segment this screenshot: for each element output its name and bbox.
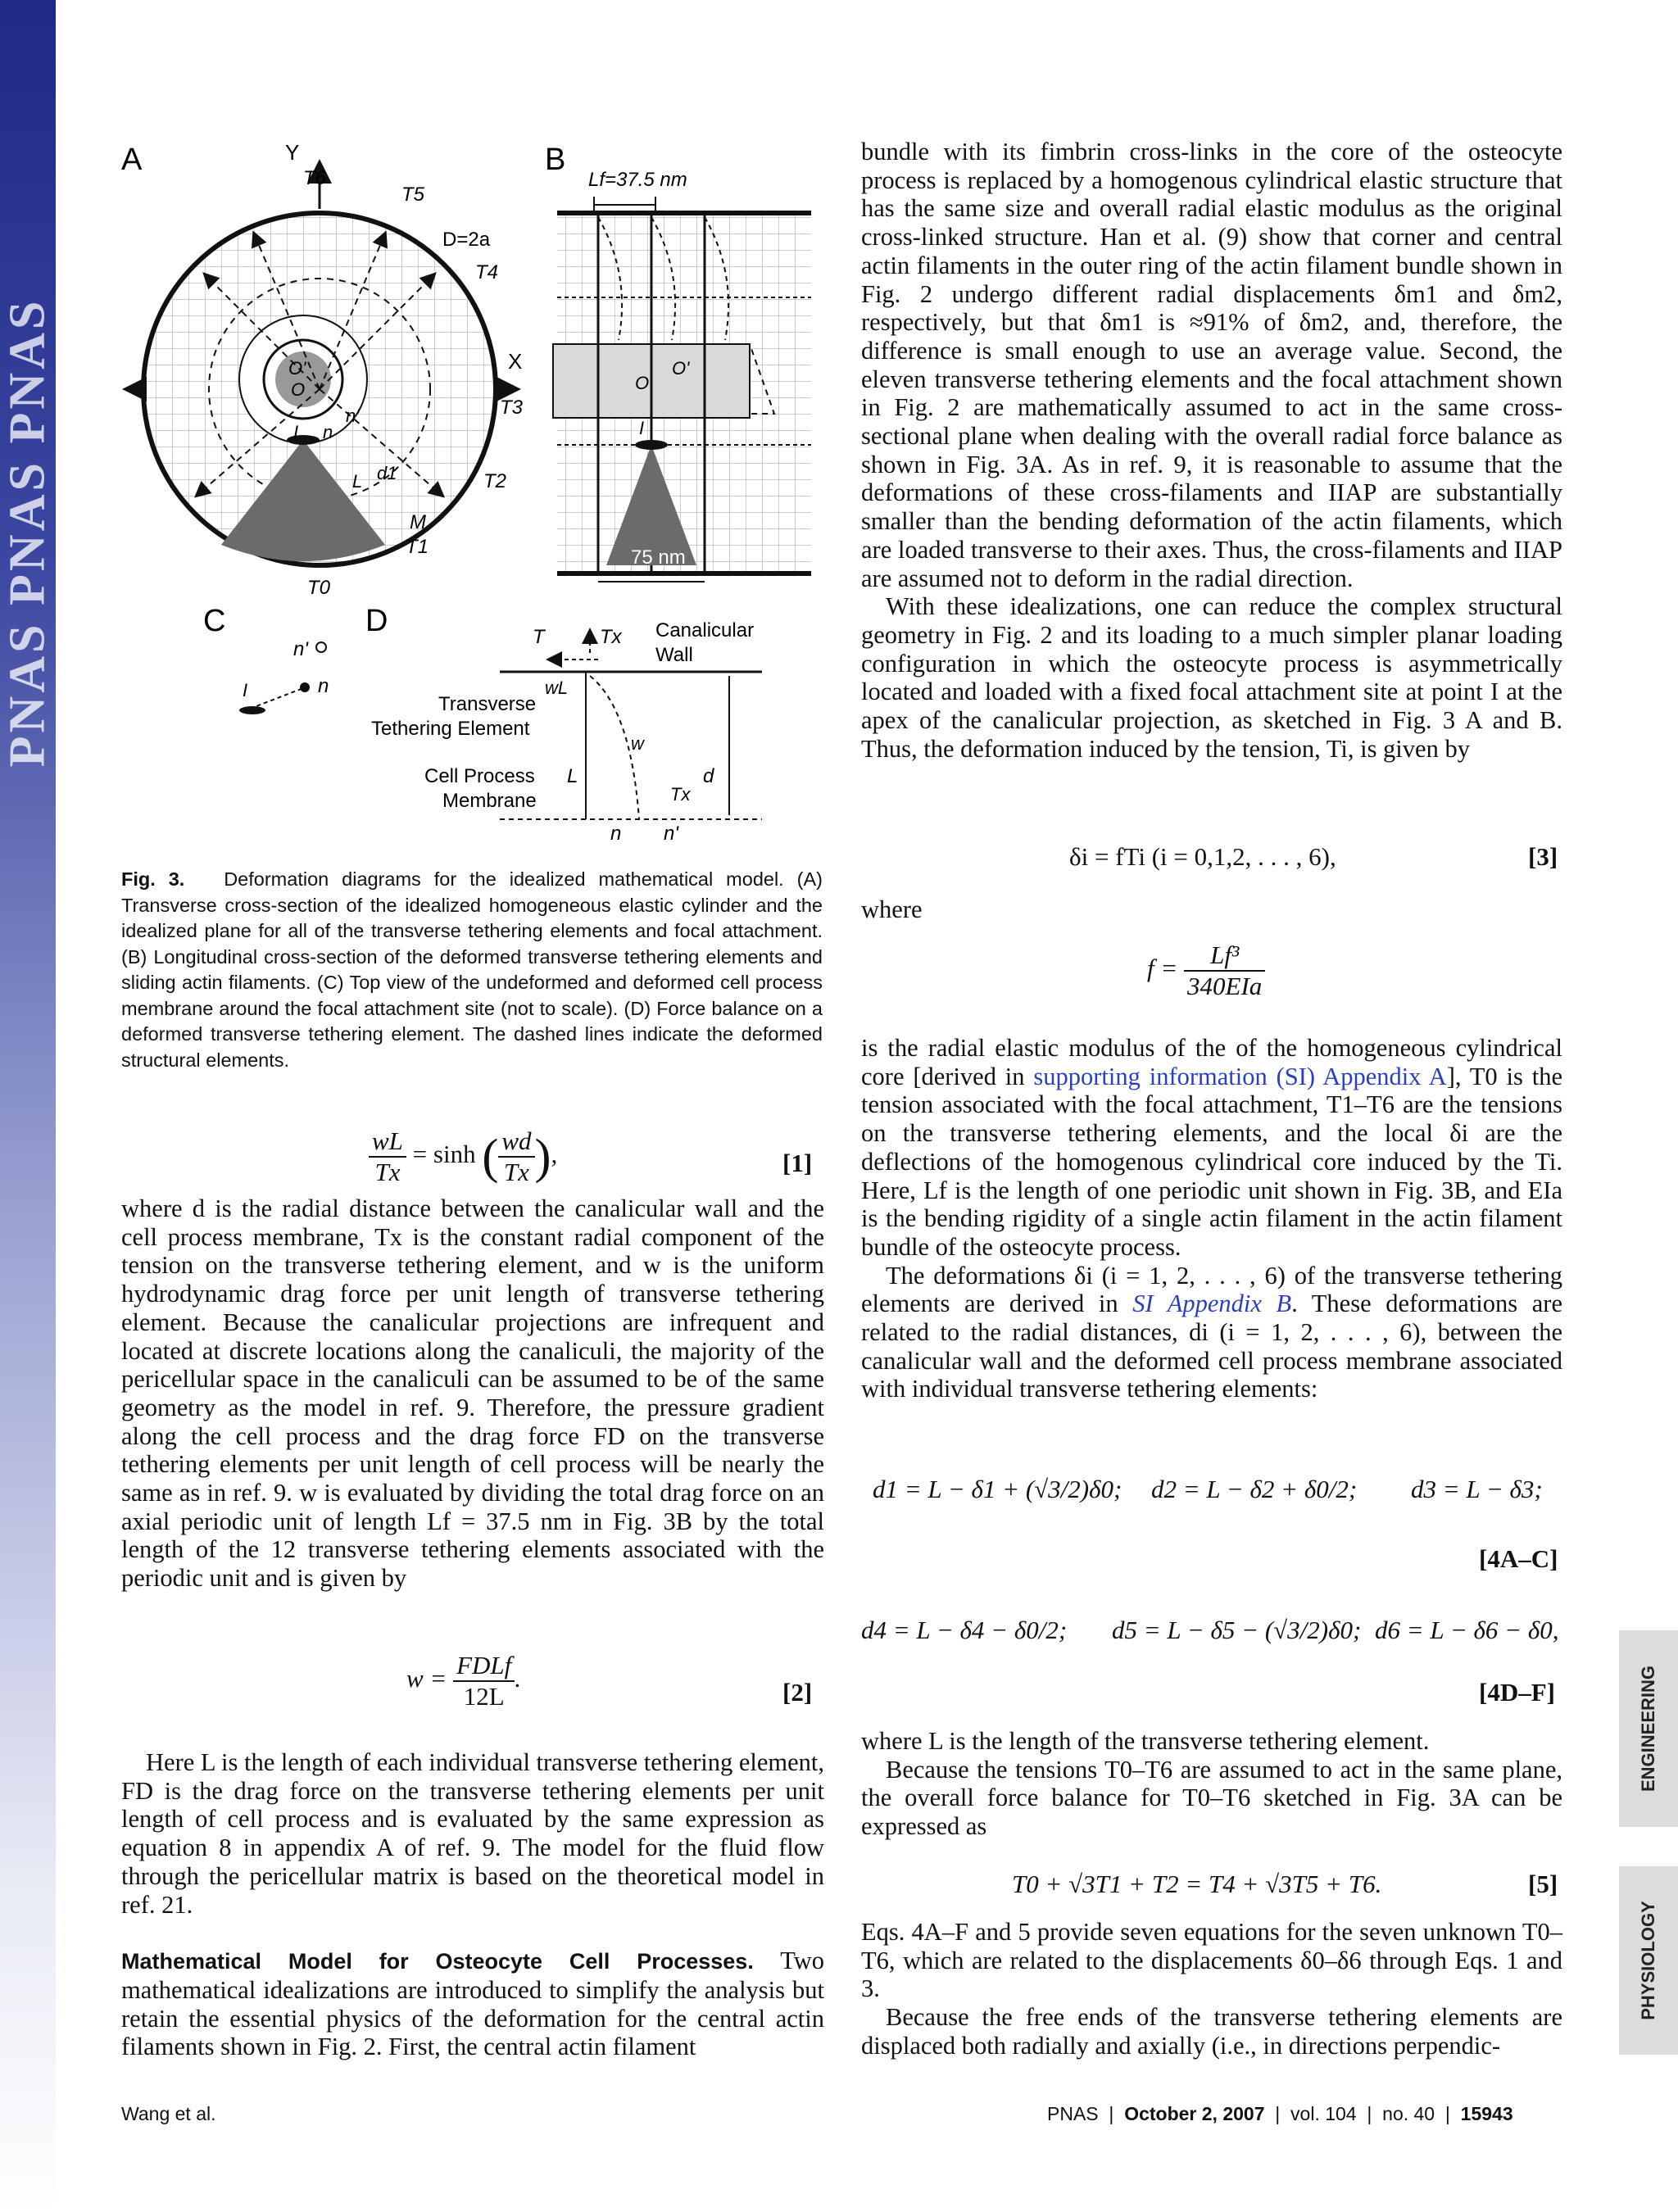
svg-text:X: X	[508, 349, 523, 374]
equation-4b: d2 = L − δ2 + δ0/2;	[1151, 1475, 1358, 1503]
left-column	[121, 1194, 824, 1593]
svg-text:Y: Y	[285, 140, 300, 165]
equation-1: $\frac{wL}{Tx}$ = sinh ( $\frac{wd}{Tx}$ ),	[369, 1126, 557, 1187]
pnas-watermark: PNAS PNAS PNAS	[0, 297, 56, 768]
panel-d	[365, 604, 762, 845]
si-appendix-a-link[interactable]: supporting information (SI) Appendix A	[1033, 1062, 1447, 1090]
right-column-mid	[861, 1034, 1562, 1403]
si-appendix-b-link[interactable]: SI Appendix B	[1132, 1290, 1292, 1318]
left-paragraph-1: where d is the radial distance between the canalicular wall and the cell process membrane, Tx is the constant radial component of the tension on the transverse tethering element, and w is the uniform hydrodynamic drag force per unit length of transverse tethering element. Because the canalicular projections are infrequent and located at discrete locations along the canaliculi, the majority of the pericellular space in the canaliculi can be assumed to be of the same geometry as the model in ref. 9. Therefore, the pressure gradient along the cell process and the drag force FD on the transverse tethering elements per unit length of cell process will be nearly the same as in ref. 9. w is evaluated by dividing the total drag force on an axial periodic unit of length Lf = 37.5 nm in Fig. 3B by the total length of the 12 transverse tethering elements associated with the periodic unit and is given by	[121, 1194, 824, 1593]
svg-text:Lf=37.5 nm: Lf=37.5 nm	[588, 169, 687, 191]
right-paragraph-4: The deformations δi (i = 1, 2, . . . , 6) of the transverse tethering elements are derived in SI Appendix B. These deformations are related to the radial distances, di (i = 1, 2, . . . , 6), between the canalicular wall and the deformed cell process membrane associated with individual transverse tethering elements:	[861, 1261, 1562, 1403]
svg-text:75 nm: 75 nm	[631, 546, 686, 569]
svg-text:w: w	[631, 733, 644, 754]
svg-text:O': O'	[288, 358, 306, 378]
svg-text:M: M	[410, 511, 426, 533]
svg-text:n': n'	[293, 638, 308, 660]
equation-4c: d3 = L − δ3;	[1411, 1475, 1543, 1503]
right-column	[861, 138, 1562, 763]
svg-text:Wall: Wall	[655, 644, 693, 666]
right-column-bottom	[861, 1918, 1562, 2060]
svg-text:O: O	[635, 373, 650, 393]
svg-text:d: d	[703, 765, 714, 787]
svg-text:n: n	[610, 823, 622, 845]
left-paragraph-2: Here L is the length of each individual transverse tethering element, FD is the drag force on the transverse tethering elements per unit length of cell process and is evaluated by the same expression as equation 8 in appendix A of ref. 9. The model for the fluid flow through the pericellular matrix is based on the theoretical model in ref. 21.	[121, 1748, 824, 1919]
panel-b-label: B	[545, 143, 566, 177]
physiology-tab: PHYSIOLOGY	[1619, 1866, 1678, 2055]
svg-text:Transverse: Transverse	[438, 693, 537, 715]
svg-text:T3: T3	[500, 397, 524, 419]
svg-text:Canalicular: Canalicular	[655, 619, 755, 641]
equation-5-number: [5]	[1528, 1870, 1558, 1898]
equation-3-number: [3]	[1528, 842, 1558, 871]
equation-1-number: [1]	[782, 1149, 813, 1177]
footer-author: Wang et al.	[121, 2103, 216, 2124]
right-where-1: where	[861, 895, 923, 923]
right-paragraph-3: is the radial elastic modulus of the of the homogeneous cylindrical core [derived in supporting information (SI) Appendix A], T0 is the tension associated with the focal attachment, T1–T6 are the tensions on the transverse tethering elements, and the local δi are the deflections of the homogenous cylindrical core induced by the Ti. Here, Lf is the length of one periodic unit shown in Fig. 3B, and EIa is the bending rigidity of a single actin filament in the actin filament bundle of the osteocyte process.	[861, 1034, 1562, 1261]
right-paragraph-6: Because the tensions T0–T6 are assumed to act in the same plane, the overall force balance for T0–T6 sketched in Fig. 3A can be expressed as	[861, 1755, 1562, 1841]
svg-text:I: I	[293, 422, 299, 442]
section-heading: Mathematical Model for Osteocyte Cell Processes.	[121, 1949, 754, 1974]
svg-text:n': n'	[664, 823, 678, 845]
figure-caption	[121, 867, 823, 1073]
equation-4a: d1 = L − δ1 + (√3/2)δ0;	[873, 1475, 1122, 1503]
svg-text:n: n	[323, 422, 333, 442]
svg-text:d1: d1	[377, 463, 397, 483]
left-paragraph-3: Mathematical Model for Osteocyte Cell Processes. Two mathematical idealizations are introduced to simplify the analysis but retain the essential physics of the deformation for the central actin filaments shown in Fig. 2. First, the central actin filament	[121, 1947, 825, 2061]
right-paragraph-5: where L is the length of the transverse tethering element.	[861, 1727, 1430, 1755]
svg-text:L: L	[352, 471, 363, 492]
svg-text:Tx: Tx	[600, 626, 622, 648]
right-paragraph-2: With these idealizations, one can reduce the complex structural geometry in Fig. 2 and its loading to a much simpler planar loading configuration in which the osteocyte process is asymmetrically located and loaded with a fixed focal attachment site at point I at the apex of the canalicular projection, as sketched in Fig. 3 A and B. Thus, the deformation induced by the tension, Ti, is given by	[861, 592, 1562, 763]
right-column-low	[861, 1727, 1562, 1841]
svg-text:T: T	[533, 626, 545, 648]
caption-text: Deformation diagrams for the idealized mathematical model. (A) Transverse cross-section of the idealized homogeneous elastic cylinder and the idealized plane for all of the transverse tethering elements and focal attachment. (B) Longitudinal cross-section of the deformed transverse tethering elements and sliding actin filaments. (C) Top view of the undeformed and deformed cell process membrane around the focal attachment site (not to scale). (D) Force balance on a deformed transverse tethering element. The dashed lines indicate the deformed structural elements.	[121, 868, 823, 1071]
svg-text:I: I	[639, 418, 645, 438]
svg-text:T2: T2	[483, 470, 507, 492]
svg-text:Cell Process: Cell Process	[424, 765, 535, 787]
caption-label: Fig. 3.	[121, 868, 185, 890]
equation-f: f = $\frac{\text{Lf³}}{\text{340EIa}}$	[1147, 941, 1265, 1001]
svg-text:T1: T1	[406, 536, 429, 558]
right-paragraph-8: Because the free ends of the transverse tethering elements are displaced both radially and axially (i.e., in directions perpendic-	[861, 2003, 1562, 2060]
svg-text:Membrane: Membrane	[442, 790, 537, 812]
svg-text:O: O	[291, 379, 306, 400]
panel-c-label: C	[203, 604, 226, 638]
panel-d-label: D	[365, 604, 388, 638]
equation-4d: d4 = L − δ4 − δ0/2;	[861, 1616, 1068, 1644]
svg-text:wL: wL	[545, 678, 569, 698]
svg-text:T4: T4	[475, 261, 499, 283]
panel-c	[203, 604, 329, 714]
svg-text:Tethering Element: Tethering Element	[371, 718, 530, 740]
equation-2: w = $\frac{\text{FDLf}}{12L}$ .	[406, 1651, 522, 1711]
svg-text:L: L	[567, 765, 578, 787]
equation-4e: d5 = L − δ5 − (√3/2)δ0;	[1112, 1616, 1362, 1644]
panel-b	[545, 143, 811, 582]
equation-4f: d6 = L − δ6 − δ0,	[1375, 1616, 1559, 1644]
svg-text:n: n	[318, 675, 329, 697]
svg-text:T6: T6	[303, 167, 327, 189]
equation-5: T0 + √3T1 + T2 = T4 + √3T5 + T6.	[1012, 1870, 1382, 1898]
panel-a	[121, 140, 524, 599]
equation-3: δi = fTi (i = 0,1,2, . . . , 6),	[1069, 842, 1336, 871]
svg-text:I: I	[243, 680, 248, 700]
engineering-tab: ENGINEERING	[1619, 1630, 1678, 1827]
panel-a-label: A	[121, 143, 143, 177]
footer-citation: PNAS | October 2, 2007 | vol. 104 | no. 40 | 15943	[1047, 2103, 1513, 2124]
equation-4df-number: [4D–F]	[1479, 1678, 1555, 1707]
svg-text:D=2a: D=2a	[442, 229, 491, 251]
svg-text:Tx: Tx	[670, 784, 691, 805]
svg-text:T5: T5	[401, 184, 425, 206]
right-paragraph-7: Eqs. 4A–F and 5 provide seven equations for the seven unknown T0–T6, which are related to the displacements δ0–δ6 through Eqs. 1 and 3.	[861, 1918, 1562, 2003]
right-paragraph-1: bundle with its fimbrin cross-links in the core of the osteocyte process is replaced by a homogenous cylindrical elastic structure that has the same size and overall radial elastic modulus as the original cross-linked structure. Han et al. (9) show that corner and central actin filaments in the outer ring of the actin filament bundle shown in Fig. 2 undergo different radial displacements δm1 and δm2, respectively, but that δm1 is ≈91% of δm2, and, therefore, the difference is small enough to use an average value. Second, the eleven transverse tethering elements and the focal attachment shown in Fig. 2 are mathematically assumed to act in the same cross-sectional plane when dealing with the overall radial force balance as shown in Fig. 3A. As in ref. 9, it is reasonable to assume that the deformations of these cross-filaments and IIAP are substantially smaller than the bending deformation of the actin filaments, which are loaded transverse to their axes. Thus, the cross-filaments and IIAP are assumed not to deform in the radial direction.	[861, 138, 1562, 592]
equation-4ac-number: [4A–C]	[1479, 1544, 1558, 1573]
svg-text:O': O'	[672, 358, 690, 378]
svg-text:T0: T0	[307, 577, 331, 599]
equation-2-number: [2]	[782, 1678, 813, 1707]
figure-3	[107, 135, 828, 856]
svg-text:n': n'	[346, 406, 360, 426]
left-column-lower	[121, 1748, 824, 2061]
pnas-sidebar	[0, 0, 56, 2212]
